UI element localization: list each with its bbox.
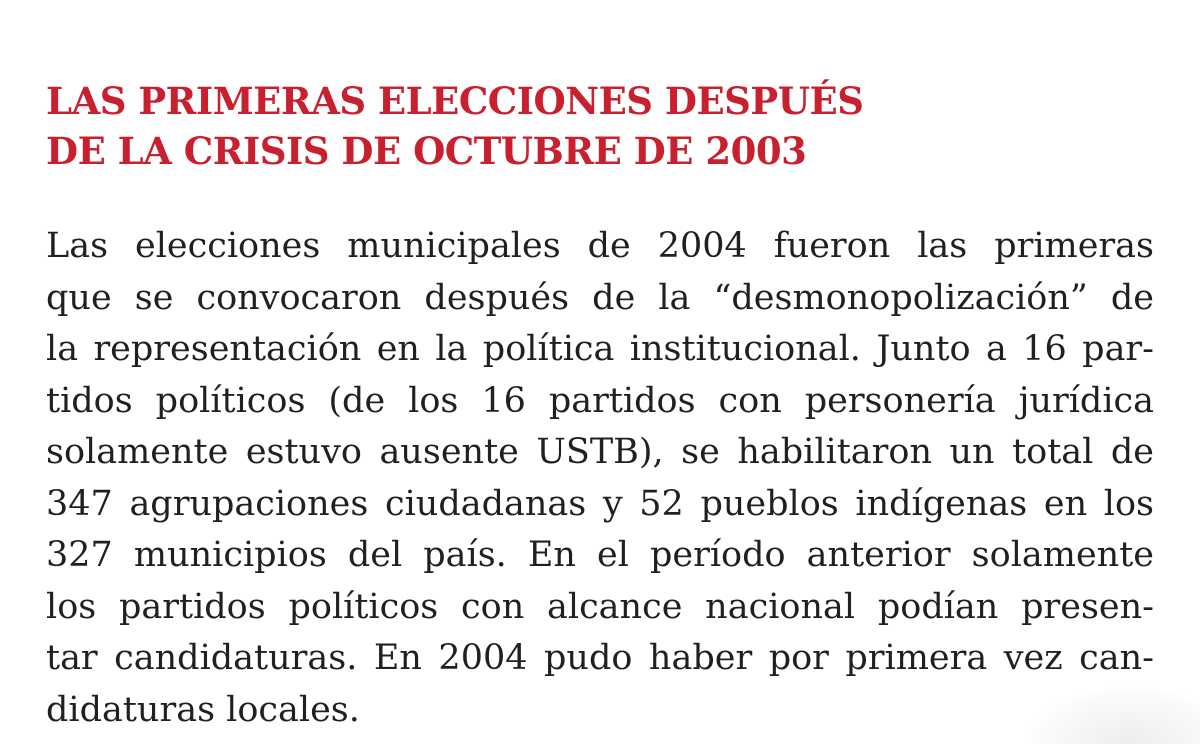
paragraph-line: solamente estuvo ausente USTB), se habilitaron un total de: [46, 432, 1154, 472]
paragraph-line: didaturas locales.: [46, 689, 360, 730]
paragraph-line: 347 agrupaciones ciudadanas y 52 pueblos indígenas en los: [46, 483, 1154, 524]
paragraph-line: la representación en la política institucional. Junto a 16 par-: [46, 329, 1154, 369]
paragraph-line: que se convocaron después de la “desmonopolización” de: [46, 277, 1154, 318]
heading-line-1: LAS PRIMERAS ELECCIONES DESPUÉS: [46, 79, 864, 123]
paragraph-line: tar candidaturas. En 2004 pudo haber por primera vez can-: [46, 638, 1154, 678]
section-heading: [46, 76, 863, 176]
paragraph-line: tidos políticos (de los 16 partidos con personería jurídica: [46, 380, 1154, 421]
paragraph-line: 327 municipios del país. En el período anterior solamente: [46, 535, 1154, 575]
body-paragraph: [46, 221, 1154, 736]
heading-line-2: DE LA CRISIS DE OCTUBRE DE 2003: [46, 129, 807, 173]
paragraph-line: Las elecciones municipales de 2004 fueron las primeras: [46, 226, 1154, 266]
paragraph-line: los partidos políticos con alcance nacional podían presen-: [46, 586, 1154, 627]
